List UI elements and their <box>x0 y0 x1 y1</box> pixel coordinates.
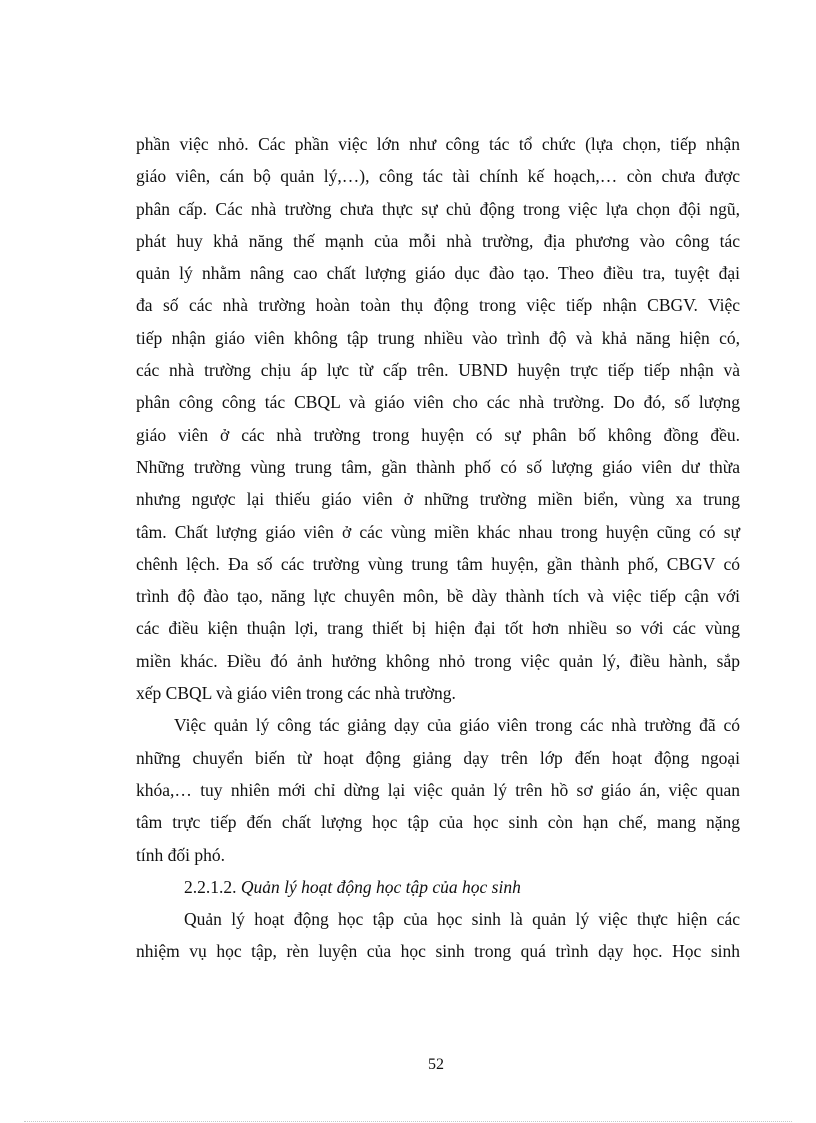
text-line: Việc quản lý công tác giảng dạy của giáo viên trong các nhà trường đã có <box>174 715 740 736</box>
paragraph-continuation <box>136 128 740 709</box>
section-number: 2.2.1.2. <box>184 876 237 897</box>
text-line: tâm trực tiếp đến chất lượng học tập của học sinh còn hạn chế, mang nặng <box>136 812 740 833</box>
text-line: Những trường vùng trung tâm, gần thành phố có số lượng giáo viên dư thừa <box>136 456 740 477</box>
page-bottom-border <box>24 1121 792 1122</box>
text-line: xếp CBQL và giáo viên trong các nhà trường. <box>136 683 456 704</box>
text-line: khóa,… tuy nhiên mới chỉ dừng lại việc quản lý trên hồ sơ giáo án, việc quan <box>136 779 740 800</box>
text-line: quản lý nhằm nâng cao chất lượng giáo dục đào tạo. Theo điều tra, tuyệt đại <box>136 263 740 284</box>
body-text <box>136 128 740 968</box>
text-line: giáo viên, cán bộ quản lý,…), công tác tài chính kế hoạch,… còn chưa được <box>136 166 740 187</box>
text-line: tính đối phó. <box>136 844 225 865</box>
text-line: phát huy khả năng thế mạnh của mỗi nhà trường, địa phương vào công tác <box>136 230 740 251</box>
text-line: trình độ đào tạo, năng lực chuyên môn, bề dày thành tích và việc tiếp cận với <box>136 586 740 607</box>
text-line: phân cấp. Các nhà trường chưa thực sự chủ động trong việc lựa chọn đội ngũ, <box>136 198 740 219</box>
text-line: Quản lý hoạt động học tập của học sinh là quản lý việc thực hiện các <box>184 909 740 930</box>
text-line: nhưng ngược lại thiếu giáo viên ở những trường miền biển, vùng xa trung <box>136 489 740 510</box>
text-line: tiếp nhận giáo viên không tập trung nhiều vào trình độ và khả năng hiện có, <box>136 327 740 348</box>
page-number: 52 <box>428 1056 444 1073</box>
text-line: phân công công tác CBQL và giáo viên cho các nhà trường. Do đó, số lượng <box>136 392 740 413</box>
text-line: tâm. Chất lượng giáo viên ở các vùng miền khác nhau trong huyện cũng có sự <box>136 521 740 542</box>
section-heading <box>136 871 740 903</box>
text-line: giáo viên ở các nhà trường trong huyện có sự phân bố không đồng đều. <box>136 424 740 445</box>
paragraph-student-learning <box>136 903 740 968</box>
text-line: chênh lệch. Đa số các trường vùng trung tâm huyện, gần thành phố, CBGV có <box>136 553 740 574</box>
section-title: Quản lý hoạt động học tập của học sinh <box>240 876 521 897</box>
text-line: miền khác. Điều đó ảnh hưởng không nhỏ trong việc quản lý, điều hành, sắp <box>136 650 740 671</box>
text-line: nhiệm vụ học tập, rèn luyện của học sinh trong quá trình dạy học. Học sinh <box>136 941 740 962</box>
text-line: đa số các nhà trường hoàn toàn thụ động trong việc tiếp nhận CBGV. Việc <box>136 295 740 316</box>
text-line: các nhà trường chịu áp lực từ cấp trên. UBND huyện trực tiếp tiếp nhận và <box>136 360 740 381</box>
text-line: những chuyển biến từ hoạt động giảng dạy trên lớp đến hoạt động ngoại <box>136 747 740 768</box>
text-line: phần việc nhỏ. Các phần việc lớn như công tác tổ chức (lựa chọn, tiếp nhận <box>136 134 740 154</box>
paragraph-teaching-management <box>136 709 740 870</box>
text-line: các điều kiện thuận lợi, trang thiết bị hiện đại tốt hơn nhiều so với các vùng <box>136 618 740 639</box>
